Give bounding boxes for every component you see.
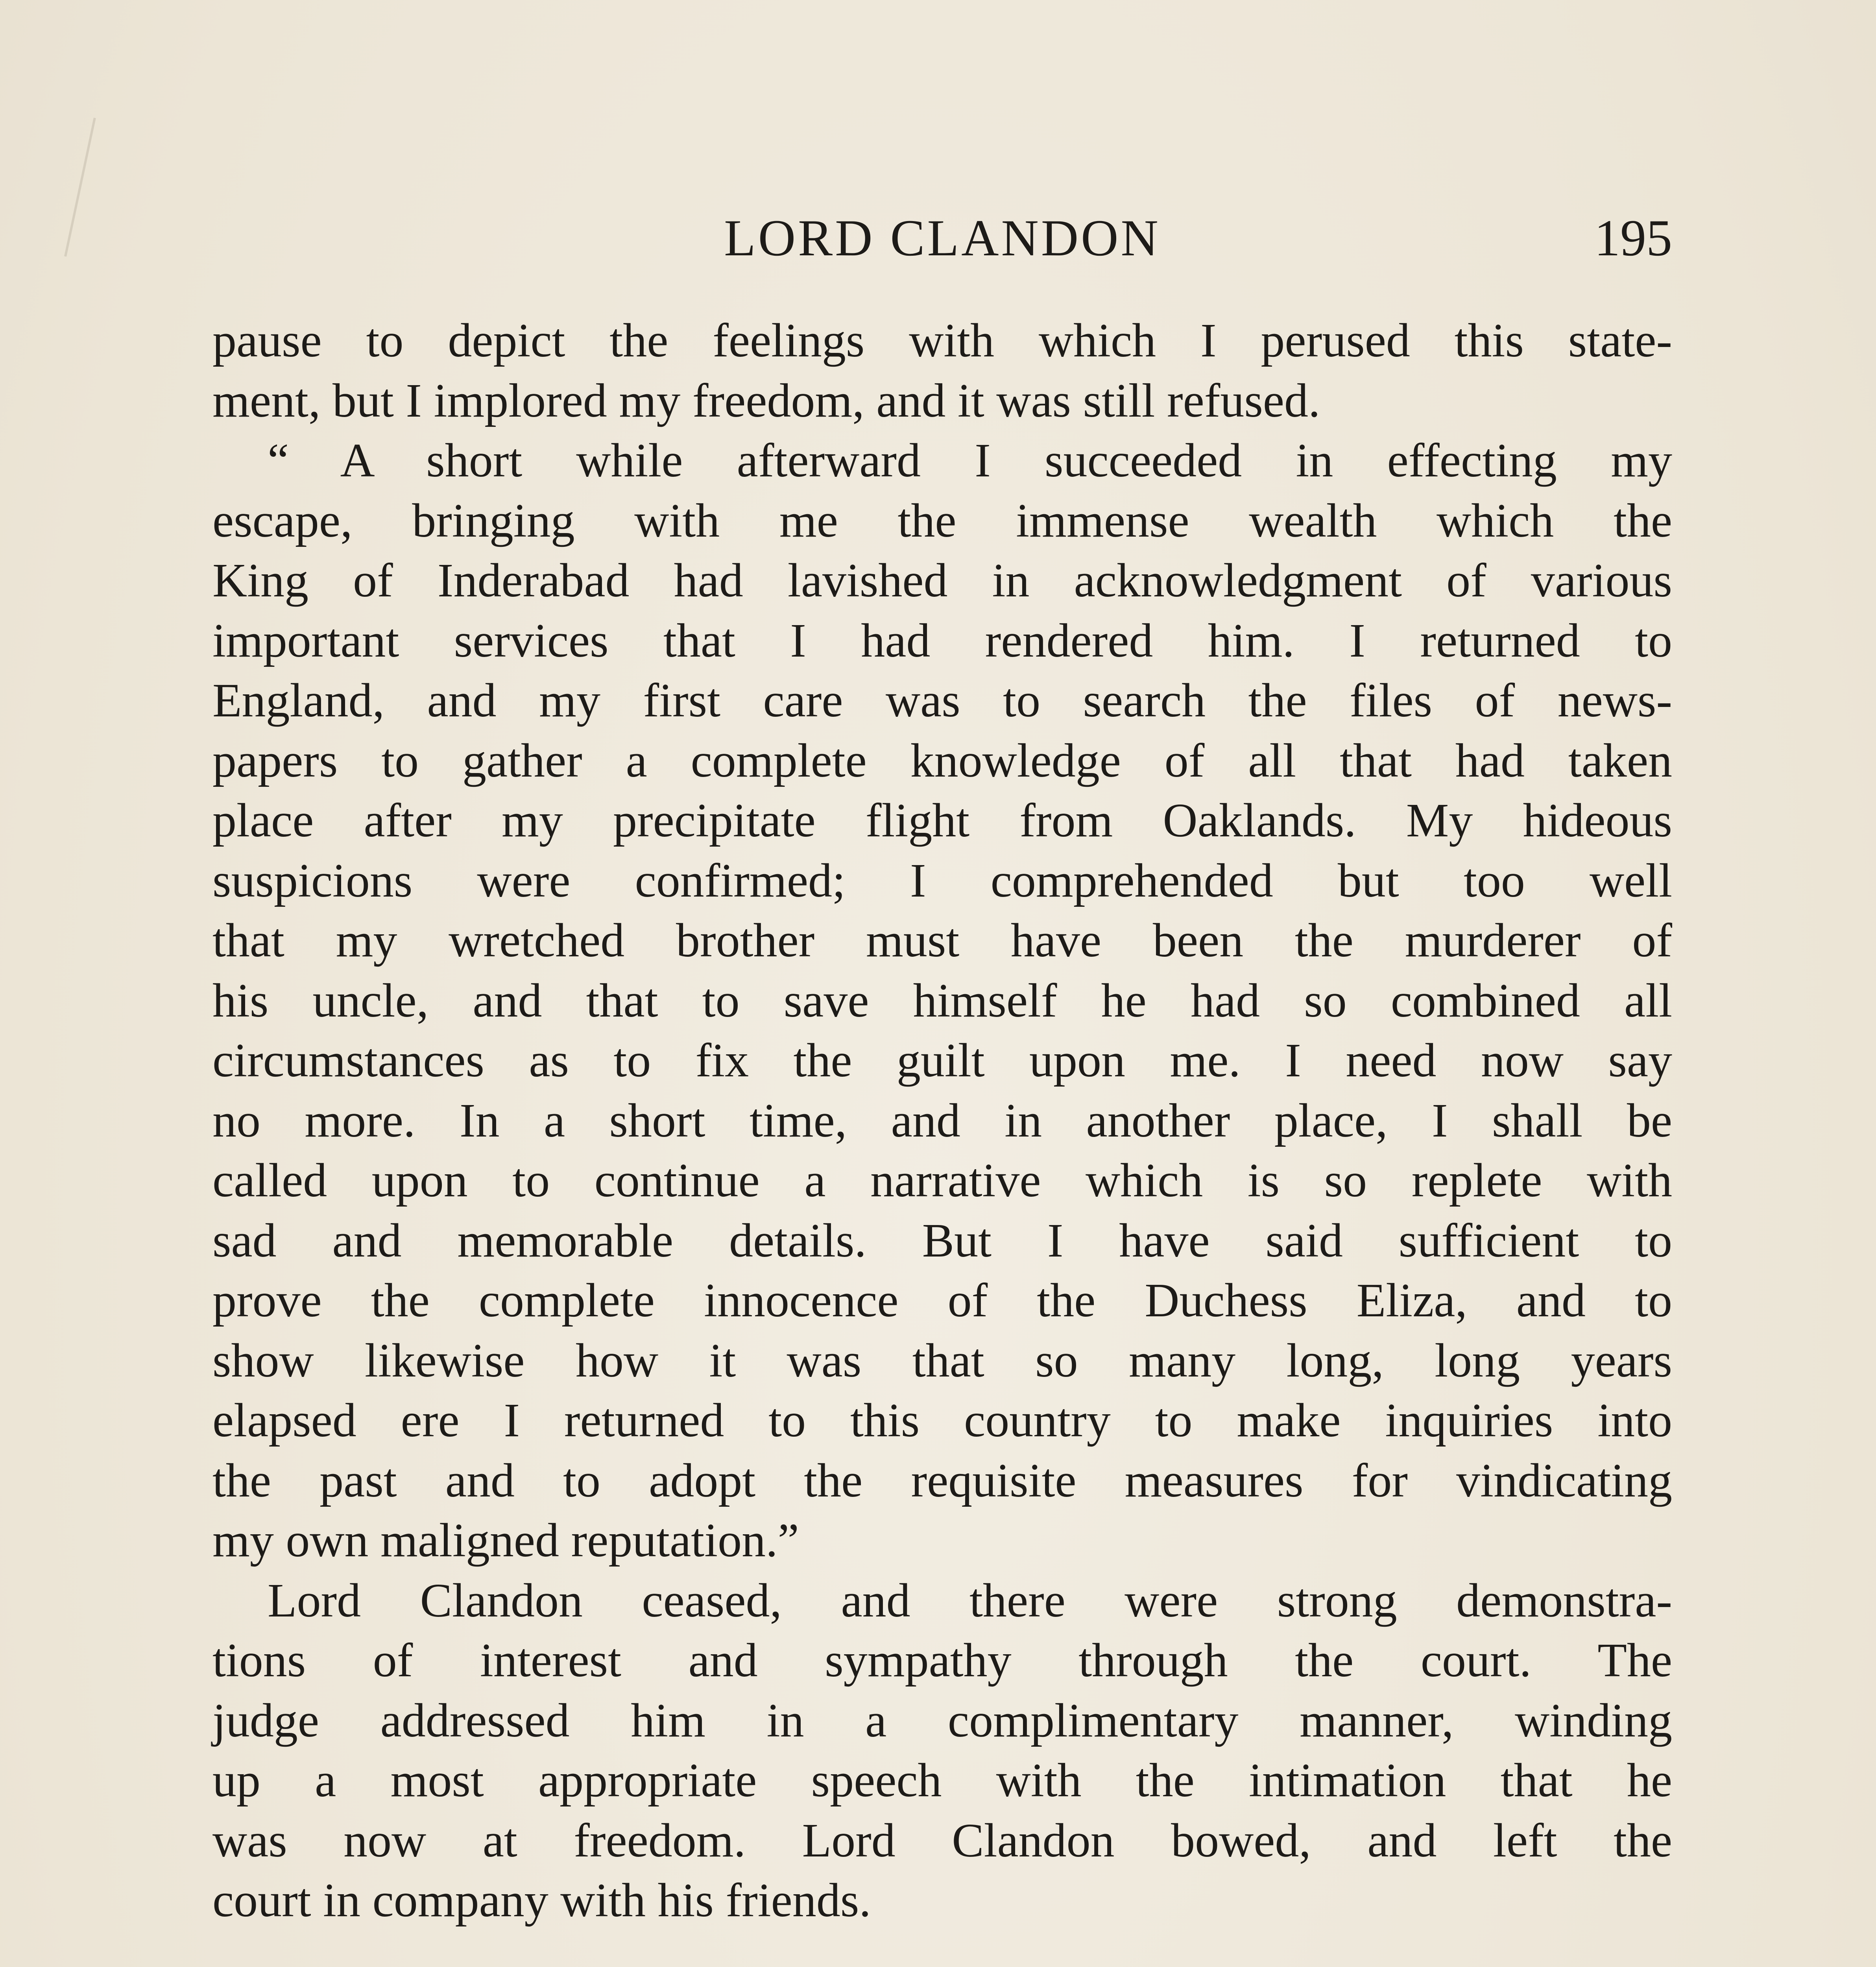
text-line: sad and memorable details. But I have said sufficient to: [212, 1214, 1672, 1267]
page-crease: [64, 118, 111, 260]
text-line: King of Inderabad had lavished in acknowledgment of various: [212, 554, 1672, 607]
text-line: was now at freedom. Lord Clandon bowed, and left the: [212, 1814, 1672, 1867]
text-line: escape, bringing with me the immense wealth which the: [212, 494, 1672, 547]
text-line: Lord Clandon ceased, and there were strong demonstra-: [268, 1574, 1672, 1627]
text-line: “ A short while afterward I succeeded in effecting my: [268, 434, 1672, 487]
text-line: circumstances as to fix the guilt upon me. I need now say: [212, 1034, 1672, 1087]
text-line: pause to depict the feelings with which I perused this state-: [212, 314, 1672, 367]
text-line: show likewise how it was that so many long, long years: [212, 1334, 1672, 1387]
text-line: judge addressed him in a complimentary manner, winding: [212, 1694, 1672, 1747]
body-text: [212, 311, 1672, 1931]
text-line: papers to gather a complete knowledge of all that had taken: [212, 734, 1672, 787]
text-line: no more. In a short time, and in another place, I shall be: [212, 1094, 1672, 1147]
text-line: England, and my first care was to search the files of news-: [212, 674, 1672, 727]
text-line: important services that I had rendered him. I returned to: [212, 614, 1672, 667]
text-line: my own maligned reputation.”: [212, 1514, 799, 1567]
running-title: LORD CLANDON: [724, 209, 1161, 267]
text-line: up a most appropriate speech with the intimation that he: [212, 1754, 1672, 1807]
page-number: 195: [1594, 209, 1672, 267]
text-line: suspicions were confirmed; I comprehended but too well: [212, 854, 1672, 907]
text-line: his uncle, and that to save himself he had so combined all: [212, 974, 1672, 1027]
text-line: that my wretched brother must have been the murderer of: [212, 914, 1672, 967]
text-line: the past and to adopt the requisite measures for vindicating: [212, 1454, 1672, 1507]
running-head: [212, 199, 1672, 277]
text-line: ment, but I implored my freedom, and it was still refused.: [212, 374, 1320, 427]
text-line: court in company with his friends.: [212, 1874, 871, 1927]
text-line: elapsed ere I returned to this country to make inquiries into: [212, 1394, 1672, 1447]
text-line: prove the complete innocence of the Duchess Eliza, and to: [212, 1274, 1672, 1327]
text-line: place after my precipitate flight from Oaklands. My hideous: [212, 794, 1672, 847]
text-line: called upon to continue a narrative which is so replete with: [212, 1154, 1672, 1207]
text-line: tions of interest and sympathy through the court. The: [212, 1634, 1672, 1687]
